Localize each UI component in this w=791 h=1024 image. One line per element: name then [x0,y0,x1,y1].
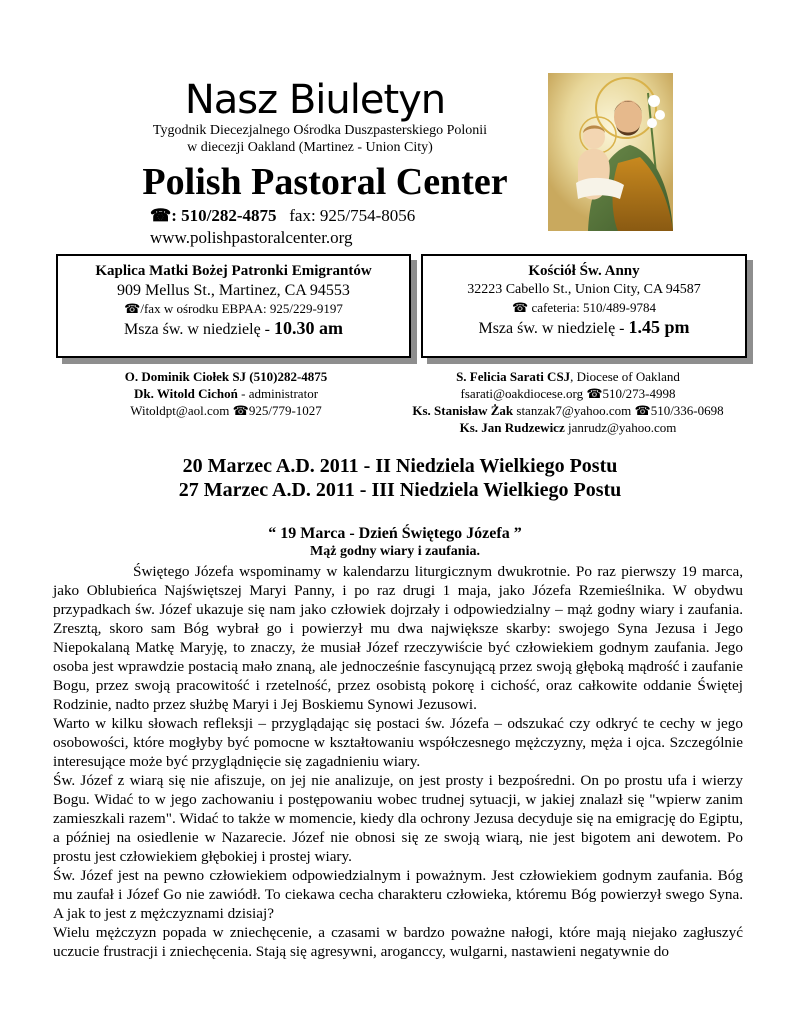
contact-witold [66,385,386,402]
chapel-info-box [56,254,411,358]
contacts-right [388,368,748,436]
contact-felicia [388,368,748,385]
contact-felicia-email[interactable]: fsarati@oakdiocese.org ☎510/273-4998 [460,386,676,401]
contact-dominik: O. Dominik Ciołek SJ (510)282-4875 [124,369,328,384]
center-phone: : 510/282-4875 [171,206,277,225]
chapel-phone-text: /fax w ośrodku EBPAA: 925/229-9197 [140,301,343,316]
contact-stanislaw[interactable] [388,402,748,419]
center-fax: fax: 925/754-8056 [289,206,416,225]
contacts-left [66,368,386,419]
bulletin-subtitle-line2: w diecezji Oakland (Martinez - Union City) [187,140,433,155]
bulletin-subtitle-line1: Tygodnik Diecezjalnego Ośrodka Duszpasterskiego Polonii [152,123,488,138]
article-paragraph: Świętego Józefa wspominamy w kalendarzu liturgicznym dwukrotnie. Po raz pierwszy 19 marca, jako Oblubieńca Najświętszej Maryi Panny, i po raz drugi 1 maja, jako Józefa Rzemieślnika. W obydwu przypadkach św. Józef ukazuje się nam jako człowiek dojrzały i odpowiedzialny – mąż godny wiary i zaufania. Zresztą, skoro sam Bóg wybrał go i powierzył mu dwa największe skarby: swojego Syna Jezusa i Jego Niepokalaną Matkę Maryję, to znaczy, że musiał Józef rzeczywiście być człowiekiem godnym zaufania. Jego osoba jest wprawdzie postacią mało znaną, ale jednocześnie fascynującą przez swoją głęboką mądrość i zaufanie Bogu, przez swoją pracowitość i rzetelność, przez osobistą pokorę i cichość, oraz całkowite oddanie Świętej Rodzinie, nadto przez służbę Maryi i Jej Boskiemu Synowi Jezusowi. [53,563,743,713]
article-paragraph: Św. Józef jest na pewno człowiekiem odpowiedzialnym i poważnym. Jest człowiekiem godnym zaufania. Bóg mu zaufał i Józef Go nie zawiódł. To ciekawa cecha charakteru człowieka, któremu Bóg powierzył swego Syna. A jak to jest z mężczyznami dzisiaj? [53,867,743,922]
phone-icon: ☎ [512,300,529,315]
bulletin-title: Nasz Biuletyn [184,77,446,123]
chapel-mass-label: Msza św. w niedzielę - [123,321,275,338]
church-phone [423,299,745,316]
date-line-1: 20 Marzec A.D. 2011 - II Niedziela Wielkiego Postu [182,455,618,477]
contact-witold-name: Dk. Witold Cichoń [133,386,238,401]
church-phone-text: cafeteria: 510/489-9784 [528,300,656,315]
church-name: Kościół Św. Anny [528,263,640,279]
article-paragraph: Św. Józef z wiarą się nie afiszuje, on jej nie analizuje, on jest prosty i bezpośredni. On po prostu ufa i wierzy Bogu. Widać to w jego zachowaniu i postępowaniu wobec trudnej sytuacji, w jakiej znalazł się "wpierw zanim zamieszkali razem". Widać to także w momencie, kiedy dla ochrony Jezusa decyduje się na emigrację do Egiptu, a później na osiedlenie w Nazarecie. Józef nie obnosi się ze swoją wiarą, nie jest bigotem ani dewotem. Po prostu jest człowiekiem głębokiej i prostej wiary. [53,772,743,865]
chapel-mass-time [58,317,409,341]
article-paragraph: Warto w kilku słowach refleksji – przyglądając się postaci św. Józefa – odszukać czy odkryć te cechy w jego osobowości, które mogłyby być pomocne w kształtowaniu współczesnego mężczyzny, męża i ojca. Szczególnie interesujące może być przyglądnięcie się zagadnieniu wiary. [53,715,743,770]
contact-jan-email: janrudz@yahoo.com [564,420,677,435]
contact-jan[interactable] [388,419,748,436]
contact-jan-name: Ks. Jan Rudzewicz [459,420,565,435]
phone-icon: ☎ [150,206,172,225]
center-website[interactable]: www.polishpastoralcenter.org [150,228,353,247]
contact-felicia-name: S. Felicia Sarati CSJ [456,369,571,384]
chapel-phone [58,300,409,317]
sunday-dates-heading [60,454,740,502]
chapel-name: Kaplica Matki Bożej Patronki Emigrantów [95,263,372,279]
date-line-2: 27 Marzec A.D. 2011 - III Niedziela Wielkiego Postu [178,479,622,501]
contact-stanislaw-name: Ks. Stanisław Żak [412,403,514,418]
chapel-address: 909 Mellus St., Martinez, CA 94553 [117,282,350,299]
article-paragraph: Wielu mężczyzn popada w zniechęcenie, a czasami w bardzo poważne nałogi, które mają niejako zagłuszyć uczucie frustracji i zniechęcenia. Stają się agresywni, aroganccy, wulgarni, nastawieni negatywnie do [53,924,743,960]
contact-stanislaw-details: stanzak7@yahoo.com ☎510/336-0698 [513,403,724,418]
contact-witold-role: - administrator [237,386,319,401]
saint-joseph-image [548,73,673,231]
article-subtitle: Mąż godny wiary i zaufania. [310,544,480,559]
article-title: “ 19 Marca - Dzień Świętego Józefa ” [268,525,522,542]
center-phone-line [150,206,510,226]
chapel-mass-hour: 10.30 am [274,318,344,338]
contact-felicia-org: , Diocese of Oakland [570,369,680,384]
church-info-box [421,254,747,358]
church-address: 32223 Cabello St., Union City, CA 94587 [467,282,701,297]
contact-witold-email[interactable]: Witoldpt@aol.com ☎925/779-1027 [130,403,322,418]
church-mass-hour: 1.45 pm [628,317,690,337]
church-mass-label: Msza św. w niedzielę - [478,320,629,337]
church-mass-time [423,316,745,340]
phone-icon: ☎ [124,301,141,316]
pastoral-center-name: Polish Pastoral Center [142,161,508,203]
article-body [53,562,743,961]
